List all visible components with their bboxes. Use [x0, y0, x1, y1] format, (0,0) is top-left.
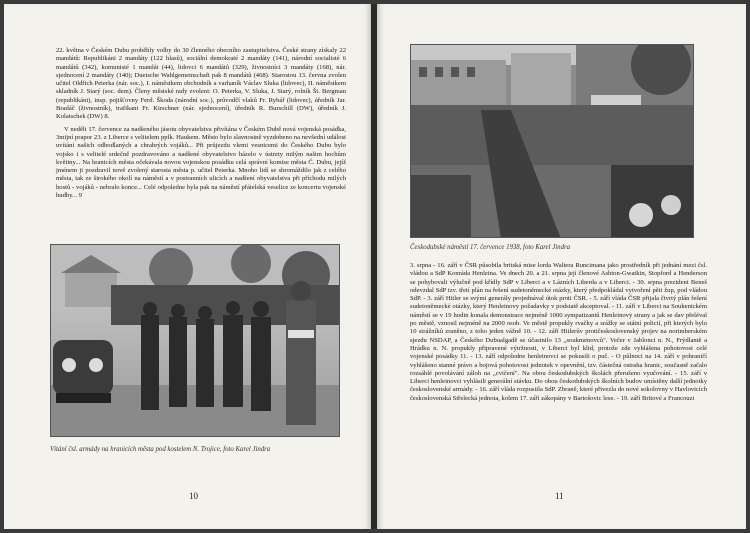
left-page-text	[56, 47, 346, 204]
right-page	[377, 4, 746, 529]
page-number: 11	[555, 491, 564, 501]
right-page-text	[410, 262, 707, 407]
photo-army-welcome-image	[51, 245, 340, 437]
garrison-paragraph: V neděli 17. července za nadšeného jásotu obyvatelstva přivítána v Českém Dubě nová vojenská posádka, 3mijní prapor 23. z Liberce s velitelem pplk. Haukem. Město bylo slavnostně vyzdobeno na nevšední událost uvítání našich odhodlaných a chrabrých vojáků... Při průjezdu vlemi vesnicemi do Českého Dubu bylo vojsko i s velitelé srdečně pozdravováno a nadšené obyvatelstvo házelo v ústrety milým našim hochům květiny... Na hranicích města očekávala novou vojenskou posádku celá správní komise města Č. Dubu, jejíž jménem ji pozdravil nově zvolený starosta města p. učitel Peterka. Mnoho lidí se shromáždilo jak z celého města, tak ze širokého okolí na náměstí a v postranních ulicích a nadšení obyvatelstva při příchodu milých hostů - vojáků - nebralo konce... Celé odpoledne byla pak na náměstí přátelská veselice ze koncertu vojenské hudby... 9	[56, 125, 346, 200]
right-photo-caption: Českodubské náměstí 17. července 1938, foto Karel Jindra	[410, 244, 571, 251]
chronology-paragraph: 3. srpna - 16. září v ČSR působila britská mise lorda Waltera Runcimana jako prostředník při jednání mezi čsl. vládou a SdP Konráda Henleina. Ve dnech 20. a 21. srpna její členové Ashton-Gwatkin, Stopford a Henderson se pohybovali výlučně pod křídly SdP v Liberci a v Lázních Liberda a v Liberci. - 30. srpna prezident Beneš odevzdal SdP tzv. třetí plán na řešení sudetoněmecké otázky, který předpokládal vytvoření pěti žup, pod vládou SdP. - 3. září Hitler se svými generály projednával útok proti ČSR. - 5. září vláda ČSR přijala čtvrtý plán řešení sudetoněmecké otázky, který Henleinovy požadavky v podstatě akceptoval. - 11. září v Liberci na Soukenickém náměstí se v 19 hodin konala demonstrace nejméně 1000 sympatizantů Henleinovy strany a jak se dav přeléval po městě, vznosil nejméně na 2000 osob. Ve městě propukly rvačky a srážky se státní policií, při kterých bylo 10 strážníků zraněno, z toho jeden vážně 10. - 12. září Hitlerův protičeskoslovenský projev na norimberském sjezdu NSDAP, a Českého Dubualgadě se účastnilo 13 „soukmenovců". Večer v Jablonci n. N., Frýdlantě a Hrádku n. N. propukly připravené výtržnosti, v Liberci byl klid, protože zde vyhlášena pohotovost celé vojenské posádky 11. - 13. září odpoledne henleinovci se pokusili o puč. - O půlnoci na 14. září v pohraničí vyhlášeno stanné právo a bojová pohotovost jednotek v opevnění, tzv. částečná ostraha hranic, současně začalo rozsáhlé povolávání záloh na „cvičení". Na obou českodubských školách přerušeno vyučování. - 15. září v Liberci henleinovci vyhlásili generální stávku. Do obou českodubských školních budov umístěny další jednotky československé armády. - 16. září vláda rozpustila SdP. Zbraně, které přivezla do nové sokolovny v Havlovicích československá Střelecká jednota, kolem 17. září zákopány v Bartošovic lese. - 19. září Britové a Francouzi	[410, 262, 707, 402]
election-paragraph: 22. května v Českém Dubu proběhly volby do 30 členného obecního zastupitelstva. České strany získaly 22 mandátů: Republikáni 2 mandáty (122 hlasů), sociální demokraté 2 mandáty (141), národní socialisté 6 mandátů (342), komunisté 1 mandát (44), lidovci 6 mandátů (329), živnostníci 3 mandáty (168), nár. sjednocení 2 mandáty (140); Duetsche Wahlgemeinschaft pak 8 mandátů (468). Starostou 13. června zvolen učitel Oldřich Peterka (nár. soc.), I. náměstkem obchodník a varhaník Václav Sluka (lidovec), II. náměstkem skladník J. Starý (soc. dem). Členy městské rady zvoleni: O. Peterka, V. Sluka, J. Starý, rolník Št. Bergman (republikáni), insp. pojišťovny Ferd. Škoda (národní soc.), průvodčí vlaků Fr. Rybář (lidovec), úředník Jar. Bradáč (živnostník), trafikant Fr. Kirschner (nár. sjednocení), úředník R. Burschill (DW), úředník J. Kolatschek (DW) 8.	[56, 47, 346, 121]
photo-town-square	[410, 44, 694, 238]
photo-town-square-image	[411, 45, 694, 238]
left-page	[4, 4, 371, 529]
photo-army-welcome	[50, 244, 340, 437]
page-number: 10	[189, 491, 198, 501]
left-photo-caption: Vítání čsl. armády na hranicích města pod kostelem N. Trojice, foto Karel Jindra	[50, 446, 271, 453]
